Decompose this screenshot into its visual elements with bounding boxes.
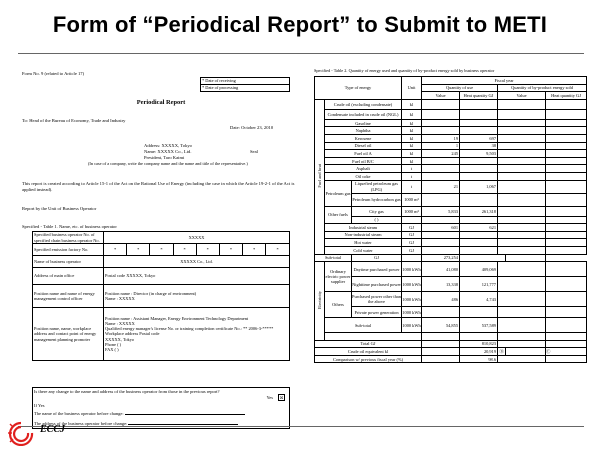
other-fuels-label: Other fuels	[325, 206, 352, 224]
energy-value	[422, 127, 460, 135]
elec-subtotal-label: Sub-total	[325, 318, 402, 333]
energy-gj	[460, 99, 498, 109]
table-row	[315, 216, 587, 224]
fuel-subtotal-gj: 273,254	[422, 254, 460, 262]
bottom-divider	[18, 426, 584, 427]
kwh-unit: 1000 kWh	[402, 318, 422, 333]
seal-label: Seal	[250, 149, 258, 154]
row-value	[104, 308, 290, 361]
electricity-group-label: Electricity	[315, 262, 325, 341]
energy-unit: kl	[402, 134, 422, 142]
emission-digit: *	[173, 244, 196, 256]
table-row	[315, 150, 587, 158]
energy-unit: t	[402, 172, 422, 180]
daytime-label: Daytime purchased power	[352, 262, 402, 277]
energy-name: Fuel oil B/C	[325, 157, 402, 165]
planner-fax: FAX ( )	[105, 346, 119, 352]
energy-name: Kerosene	[325, 134, 402, 142]
energy-value	[422, 157, 460, 165]
table-row	[33, 256, 290, 268]
row-label: Position name, name, workplace address and contact point of energy management planning promoter	[33, 308, 104, 361]
change-question: Is there any change to the name and address of the business operator from those in the previous report?	[34, 389, 220, 394]
table-row	[315, 99, 587, 109]
gj-unit: GJ	[352, 254, 402, 262]
change-question-block	[32, 387, 290, 429]
gj-unit: GJ	[402, 239, 422, 247]
gj-unit: GJ	[402, 246, 422, 254]
planner-city: XXXXX, Tokyo	[105, 336, 135, 342]
energy-value	[422, 172, 460, 180]
refinery-unit: 1000 m³	[402, 193, 422, 206]
elec-subtotal-value: 54,855	[422, 318, 460, 333]
row-label: Name of business operator	[33, 256, 104, 268]
row-value: XXXXX Co., Ltd.	[104, 256, 290, 268]
city-gas-unit: 1000 m³	[402, 206, 422, 216]
purchased-other-gj: 4,743	[460, 292, 498, 307]
energy-unit: kl	[402, 157, 422, 165]
nighttime-value: 13,338	[422, 277, 460, 292]
energy-name: Gasoline	[325, 119, 402, 127]
energy-value	[422, 99, 460, 109]
table-row	[315, 157, 587, 165]
type-header: Type of energy	[315, 77, 402, 100]
table-row	[315, 254, 587, 262]
heat-header: Heat quantity GJ	[460, 92, 498, 100]
gj-unit: GJ	[402, 231, 422, 239]
energy-unit: kl	[402, 142, 422, 150]
name-before-label: The name of the business operator before change:	[34, 411, 124, 416]
row-value	[104, 285, 290, 308]
purchased-other-label: Purchased power other than the above	[352, 292, 402, 307]
crude-equiv-label: Crude oil equivalent kl	[315, 348, 422, 356]
emission-digit: *	[219, 244, 242, 256]
report-form-page	[22, 68, 300, 428]
energy-value: 19	[422, 134, 460, 142]
circle-b-mark: Ⓑ	[499, 349, 504, 355]
energy-name: Fuel oil A	[325, 150, 402, 158]
emission-digit: *	[196, 244, 219, 256]
energy-gj	[460, 119, 498, 127]
table2-caption: Specified - Table 2. Quantity of energy used and quantity of by-product energy sold by business operator	[314, 68, 495, 73]
address-before-field[interactable]	[128, 424, 238, 425]
table-row	[315, 127, 587, 135]
fiscal-year-header: Fiscal year	[422, 77, 587, 85]
energy-gj: 697	[460, 134, 498, 142]
table-row	[315, 109, 587, 119]
planner-workplace: Workplace address Postal code	[105, 331, 160, 337]
planner-position: Position name : Assistant Manager, Energy Environment Technology Department	[105, 316, 249, 322]
table-row	[315, 348, 587, 356]
energy-value	[422, 165, 460, 173]
byproduct-header: Quantity of by-product energy sold	[498, 84, 587, 92]
comparison-label: Comparison w/ previous fiscal year (%)	[315, 355, 422, 363]
row-value: XXXXX	[104, 232, 290, 244]
table-row	[315, 180, 587, 193]
lpg-value: 21	[422, 180, 460, 193]
table1-caption: Specified - Table 1. Name, etc. of business operator	[22, 224, 117, 229]
address-before-label: The address of the business operator before change:	[34, 421, 128, 426]
logo-text: ECCJ	[40, 424, 66, 435]
energy-unit: kl	[402, 150, 422, 158]
officer-position: Position name : Director (in charge of environment)	[105, 290, 197, 296]
kwh-unit: 1000 kWh	[402, 262, 422, 277]
energy-gj	[460, 157, 498, 165]
row-value: Postal code XXXXX, Tokyo	[104, 268, 290, 285]
fuel-subtotal-label: Sub-total	[315, 254, 352, 262]
refinery-gas-label: Petroleum hydrocarbon gas	[352, 193, 402, 206]
lpg-gj: 1,067	[460, 180, 498, 193]
energy-value: 1	[422, 142, 460, 150]
table-row	[315, 119, 587, 127]
daytime-value: 41,080	[422, 262, 460, 277]
heat-header: Heat quantity GJ	[546, 92, 587, 100]
emission-digit: *	[243, 244, 266, 256]
energy-name: Asphalt	[325, 165, 402, 173]
energy-gj	[460, 172, 498, 180]
city-gas-gj: 261,318	[460, 206, 498, 216]
energy-unit: kl	[402, 119, 422, 127]
fuel-group-label: Fuel and heat	[315, 99, 325, 254]
table-row	[315, 333, 587, 341]
gj-unit: GJ	[402, 224, 422, 232]
non-industrial-steam-label: Non-industrial steam	[325, 231, 402, 239]
unit-header: Unit	[402, 77, 422, 100]
table-row	[33, 232, 290, 244]
table-row	[33, 308, 290, 361]
energy-unit: kl	[402, 109, 422, 119]
table-row	[315, 165, 587, 173]
planner-license: Qualified energy manager's license No. or training completion certificate No.: ** 2006-3-*****	[105, 326, 274, 332]
city-gas-label: City gas	[352, 206, 402, 216]
petroleum-gas-label: Petroleum gas	[325, 180, 352, 206]
energy-name: Condensate included in crude oil (NGL)	[325, 109, 402, 119]
receipt-date-box	[200, 77, 290, 92]
energy-gj	[460, 165, 498, 173]
sender-name: Name: XXXXX Co., Ltd.	[144, 149, 192, 154]
nighttime-label: Nighttime purchased power	[352, 277, 402, 292]
table-row	[315, 193, 587, 206]
energy-name: Diesel oil	[325, 142, 402, 150]
energy-name: Crude oil (excluding condensate)	[325, 99, 402, 109]
hot-water-label: Hot water	[325, 239, 402, 247]
date-receiving-label: * Date of receiving	[201, 78, 290, 85]
total-label: Total GJ	[315, 340, 422, 348]
energy-name: Naphtha	[325, 127, 402, 135]
cold-water-label: Cold water	[325, 246, 402, 254]
table-row	[315, 277, 587, 292]
nighttime-gj: 121,777	[460, 277, 498, 292]
row-label: Position name and name of energy management control officer	[33, 285, 104, 308]
energy-value	[422, 109, 460, 119]
officer-name: Name : XXXXX	[105, 296, 135, 301]
sender-representative: President, Taro Kaimi	[144, 155, 185, 160]
table-row	[315, 206, 587, 216]
energy-value: 245	[422, 150, 460, 158]
yes-label: Yes	[266, 395, 273, 400]
business-operator-table	[32, 231, 290, 361]
steam-gj: 621	[460, 224, 498, 232]
others-label: Others	[325, 292, 352, 318]
table-row	[315, 142, 587, 150]
total-gj: 810,823	[460, 340, 498, 348]
report-date: Date: October 23, 2010	[230, 125, 274, 130]
table-row	[315, 224, 587, 232]
table-row	[315, 262, 587, 277]
energy-unit: kl	[402, 127, 422, 135]
table-row	[315, 292, 587, 307]
emission-digit: *	[127, 244, 150, 256]
industrial-steam-label: Industrial steam	[325, 224, 402, 232]
table-row	[315, 246, 587, 254]
energy-usage-table	[314, 76, 587, 363]
emission-digit: *	[104, 244, 127, 256]
circle-c-mark: Ⓒ	[546, 348, 587, 356]
form-number: Form No. 9 (related to Article 17)	[22, 71, 85, 76]
lpg-unit: t	[402, 180, 422, 193]
table-row	[315, 355, 587, 363]
table-row	[33, 244, 290, 256]
table-row	[33, 268, 290, 285]
energy-gj	[460, 127, 498, 135]
emission-digit: *	[266, 244, 290, 256]
kwh-unit: 1000 kWh	[402, 277, 422, 292]
table-row	[315, 239, 587, 247]
energy-gj	[460, 109, 498, 119]
energy-gj: 9,503	[460, 150, 498, 158]
table-row	[315, 307, 587, 318]
kwh-unit: 1000 kWh	[402, 307, 422, 318]
city-gas-value: 5,833	[422, 206, 460, 216]
energy-gj: 38	[460, 142, 498, 150]
report-unit: Report by the Unit of Business Operator	[22, 206, 97, 211]
steam-value: 601	[422, 224, 460, 232]
energy-unit: kl	[402, 99, 422, 109]
slide-title: Form of “Periodical Report” to Submit to METI	[52, 12, 548, 37]
date-processing-label: * Date of processing	[201, 85, 290, 92]
energy-unit: t	[402, 165, 422, 173]
planner-name: Name : XXXXX	[105, 321, 135, 327]
crude-equiv-value: 20,919	[460, 348, 498, 356]
private-power-label: Private power generation	[352, 307, 402, 318]
quantity-use-header: Quantity of use	[422, 84, 498, 92]
table-row	[315, 340, 587, 348]
value-header: Value	[422, 92, 460, 100]
planner-phone: Phone ( )	[105, 341, 122, 347]
table-row	[315, 318, 587, 333]
elec-subtotal-gj: 537,589	[460, 318, 498, 333]
other-fuel-blank: ( )	[352, 216, 402, 224]
kwh-unit: 1000 kWh	[402, 292, 422, 307]
statement: This report is created according to Article 15-1 of the Act on the Rational Use of Energy (including the case in which the Article 19-2-1 of the Act is applied instead).	[22, 181, 295, 192]
top-divider	[18, 53, 584, 54]
daytime-gj: 409,069	[460, 262, 498, 277]
if-yes-label: If Yes	[32, 402, 290, 410]
row-label: Specified emission factory No.	[33, 244, 104, 256]
table-row	[315, 172, 587, 180]
comparison-value: 98.6	[460, 355, 498, 363]
ordinary-supplier-label: Ordinary electric power supplier	[325, 262, 352, 292]
emission-digit: *	[150, 244, 173, 256]
name-before-field[interactable]	[125, 414, 245, 415]
report-title: Periodical Report	[136, 99, 186, 106]
sender-address: Address: XXXXX, Tokyo	[144, 143, 192, 148]
row-label: Address of main office	[33, 268, 104, 285]
lpg-label: Liquefied petroleum gas (LPG)	[352, 180, 402, 193]
purchased-other-value: 486	[422, 292, 460, 307]
company-note: (In case of a company, write the company name and the name and title of the representative.)	[88, 161, 248, 166]
yes-checkbox[interactable]: ☒	[279, 395, 284, 400]
eccj-logo-icon	[6, 420, 36, 446]
energy-name: Oil coke	[325, 172, 402, 180]
energy-value	[422, 119, 460, 127]
value-header: Value	[498, 92, 546, 100]
table-row	[315, 134, 587, 142]
energy-table-page	[314, 68, 586, 426]
table-row	[33, 285, 290, 308]
addressee: To: Head of the Bureau of Economy, Trade and Industry	[22, 118, 126, 123]
table-row	[315, 231, 587, 239]
row-label: Specified business operator No. of specified chain business operator No.	[33, 232, 104, 244]
